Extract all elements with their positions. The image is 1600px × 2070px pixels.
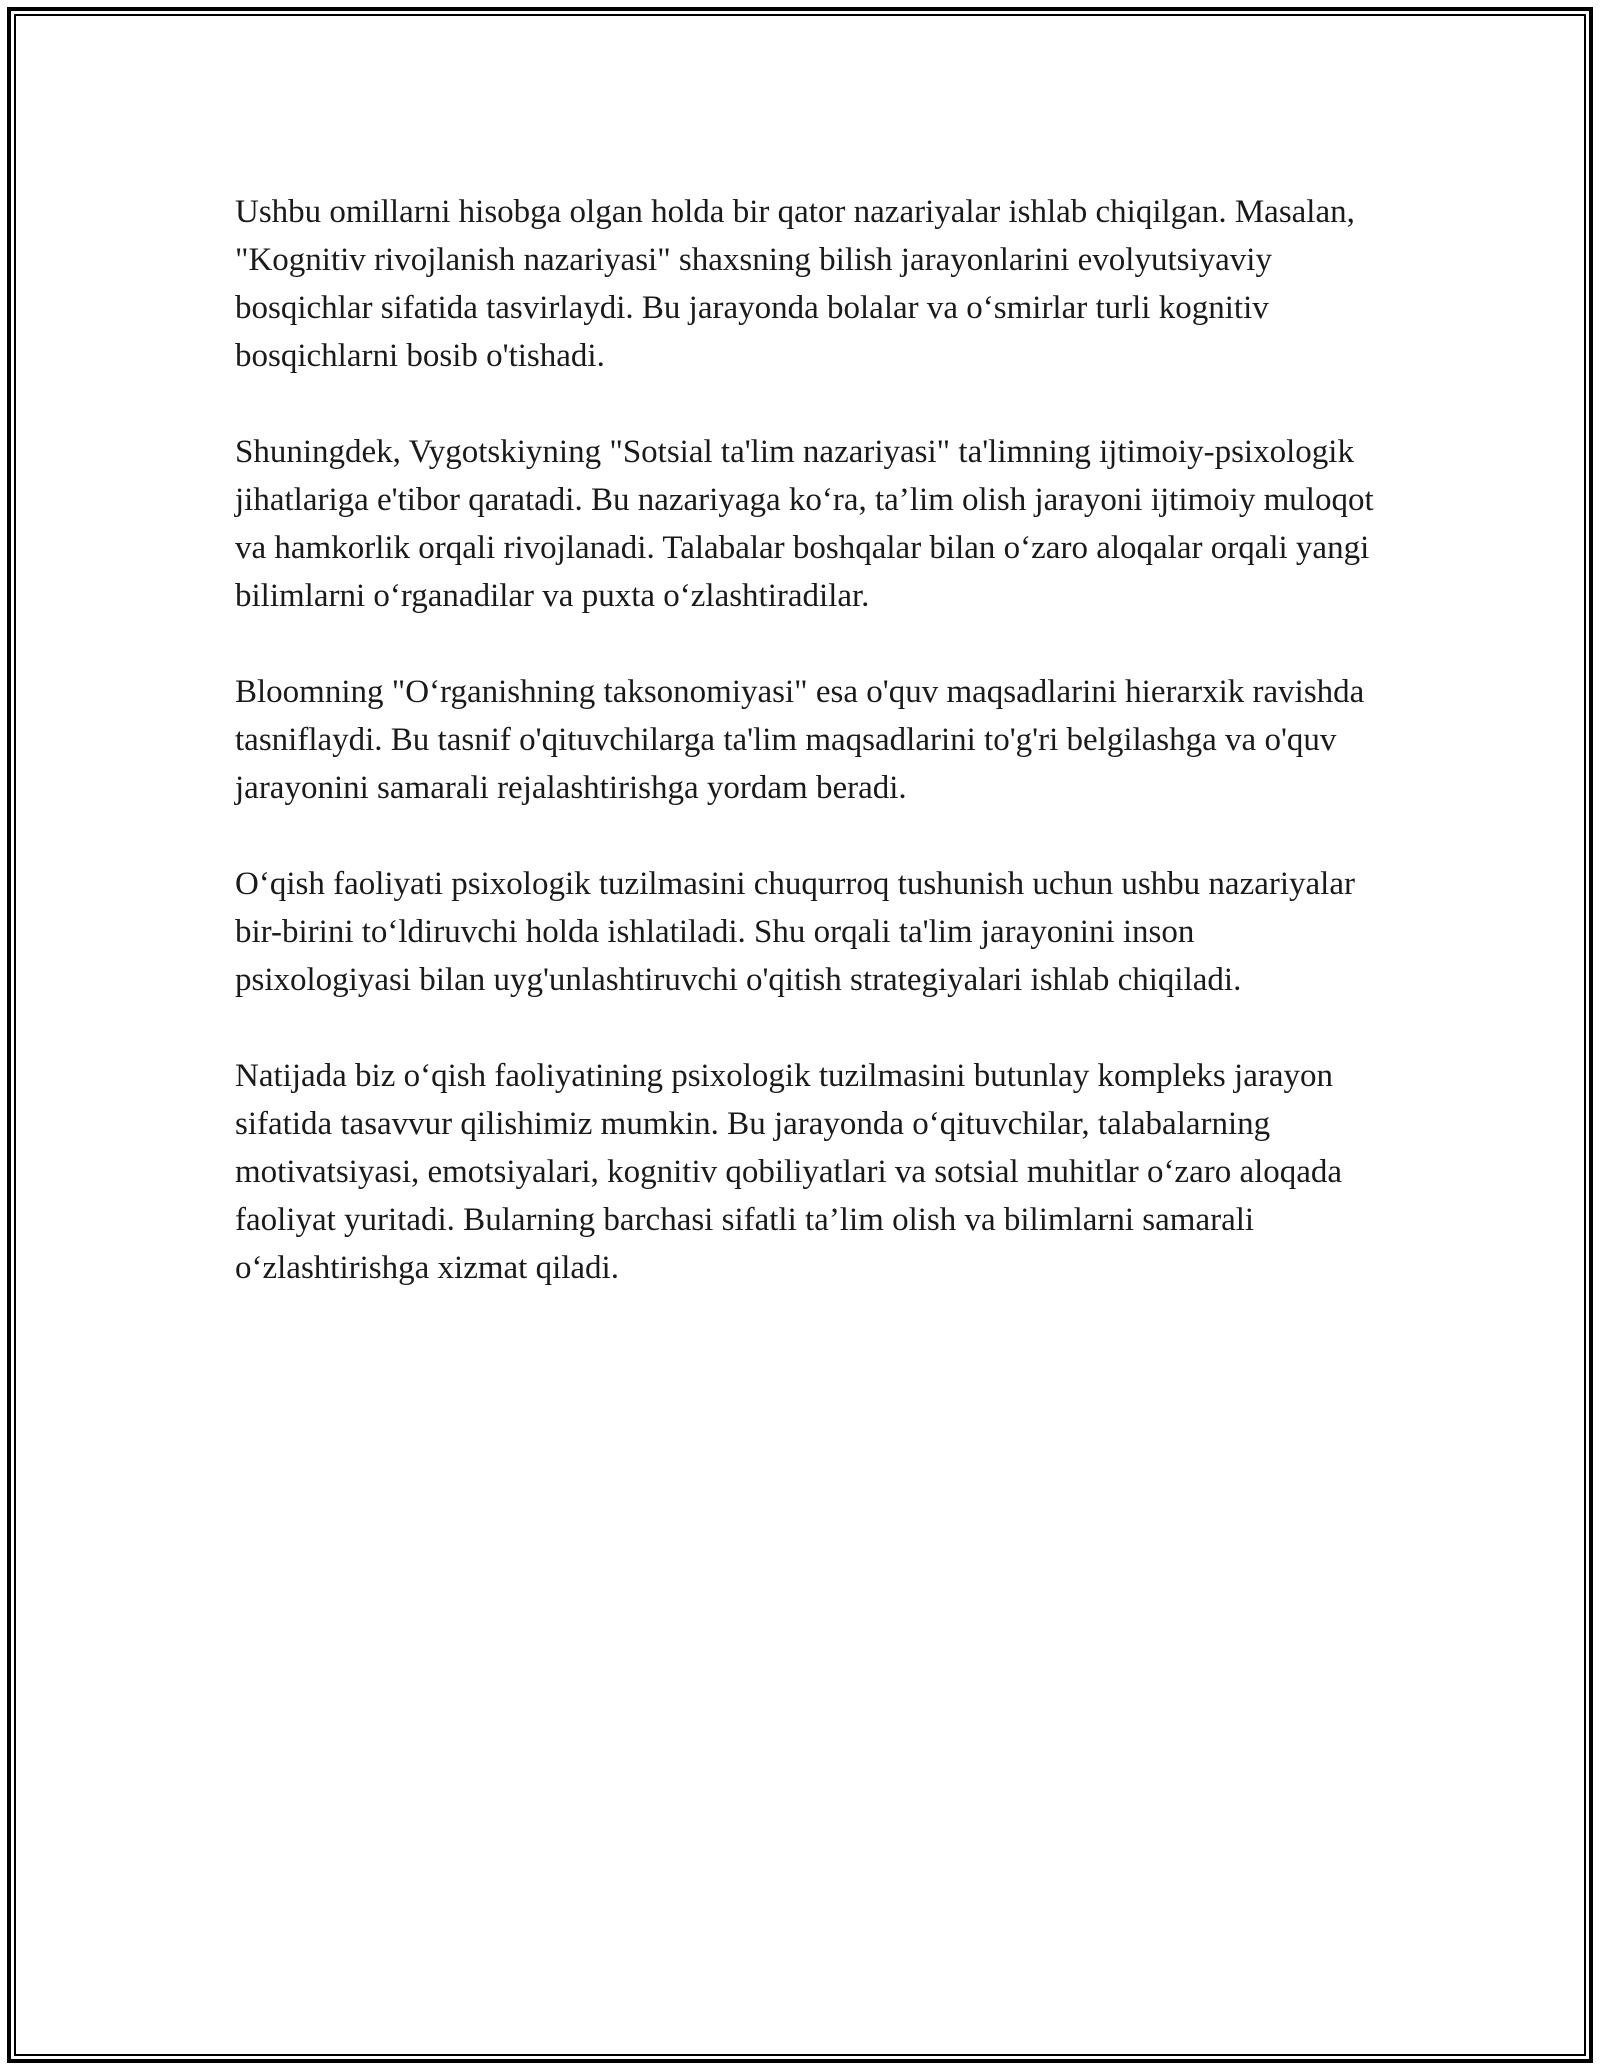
paragraph-3: Bloomning "O‘rganishning taksonomiyasi" esa o'quv maqsadlarini hierarxik ravishda tasniflaydi. Bu tasnif o'qituvchilarga ta'lim maqsadlarini to'g'ri belgilashga va o'quv jarayonini samarali rejalashtirishga yordam beradi. [235, 674, 1365, 806]
paragraph-1: Ushbu omillarni hisobga olgan holda bir qator nazariyalar ishlab chiqilgan. Masalan, "Kognitiv rivojlanish nazariyasi" shaxsning bilish jarayonlarini evolyutsiyaviy bosqichlar sifatida tasvirlaydi. Bu jarayonda bolalar va o‘smirlar turli kognitiv bosqichlarni bosib o'tishadi. [235, 194, 1355, 374]
paragraph-4: O‘qish faoliyati psixologik tuzilmasini chuqurroq tushunish uchun ushbu nazariyalar bir-birini to‘ldiruvchi holda ishlatiladi. Shu orqali ta'lim jarayonini inson psixologiyasi bilan uyg'unlashtiruvchi o'qitish strategiyalari ishlab chiqiladi. [235, 866, 1355, 998]
paragraph-5: Natijada biz o‘qish faoliyatining psixologik tuzilmasini butunlay kompleks jarayon sifatida tasavvur qilishimiz mumkin. Bu jarayonda o‘qituvchilar, talabalarning motivatsiyasi, emotsiyalari, kognitiv qobiliyatlari va sotsial muhitlar o‘zaro aloqada faoliyat yuritadi. Bularning barchasi sifatli ta’lim olish va bilimlarni samarali o‘zlashtirishga xizmat qiladi. [235, 1058, 1343, 1286]
document-body [235, 188, 1375, 1340]
paragraph-2: Shuningdek, Vygotskiyning "Sotsial ta'lim nazariyasi" ta'limning ijtimoiy-psixologik jihatlariga e'tibor qaratadi. Bu nazariyaga ko‘ra, ta’lim olish jarayoni ijtimoiy muloqot va hamkorlik orqali rivojlanadi. Talabalar boshqalar bilan o‘zaro aloqalar orqali yangi bilimlarni o‘rganadilar va puxta o‘zlashtiradilar. [235, 434, 1374, 614]
